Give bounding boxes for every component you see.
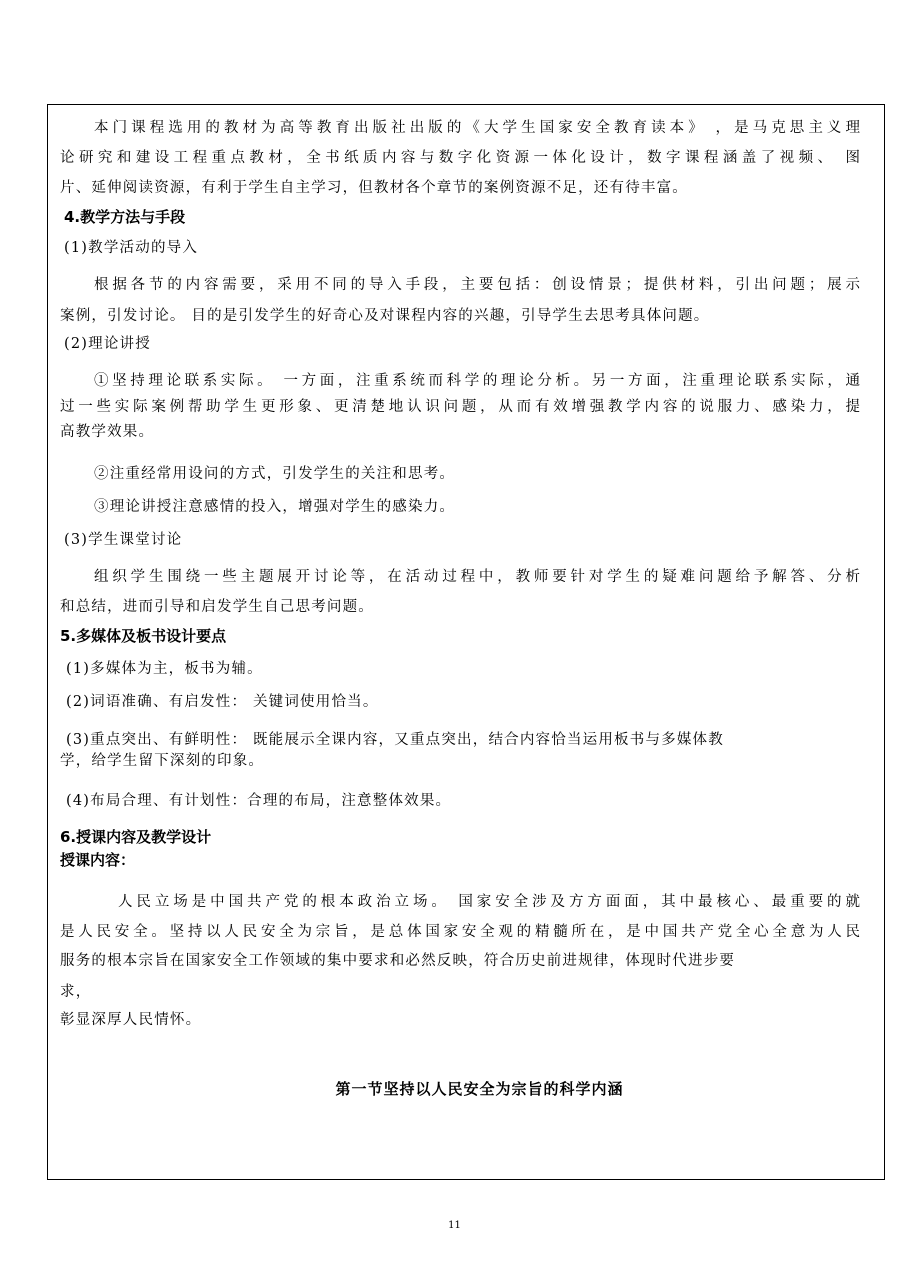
paragraph-discussion-line-1: 组织学生围绕一些主题展开讨论等，在活动过程中，教师要针对学生的疑难问题给予解答、分析 <box>94 569 860 585</box>
heading-course-content: 6.授课内容及教学设计 <box>60 828 212 846</box>
subheading-course-content: 授课内容： <box>60 851 136 869</box>
multimedia-item-1: (1)多媒体为主，板书为辅。 <box>66 661 263 677</box>
paragraph-theory-line-2: 过一些实际案例帮助学生更形象、更清楚地认识问题，从而有效增强教学内容的说服力、感染力，提 <box>60 399 860 415</box>
paragraph-introduction-line-2: 案例，引发讨论。 目的是引发学生的好奇心及对课程内容的兴趣，引导学生去思考具体问题。 <box>60 308 710 324</box>
paragraph-emotion: ③理论讲授注意感情的投入，增强对学生的感染力。 <box>94 499 456 515</box>
paragraph-theory-line-3: 高教学效果。 <box>60 424 155 440</box>
section-title: 第一节坚持以人民安全为宗旨的科学内涵 <box>335 1080 624 1098</box>
paragraph-introduction-line-1: 根据各节的内容需要，采用不同的导入手段，主要包括：创设情景；提供材料，引出问题；展示 <box>94 277 860 293</box>
paragraph-textbook-line-3: 片、延伸阅读资源，有利于学生自主学习，但教材各个章节的案例资源不足，还有待丰富。 <box>60 180 688 196</box>
multimedia-item-3-line-2: 学，给学生留下深刻的印象。 <box>60 753 265 769</box>
multimedia-item-2: (2)词语准确、有启发性： 关键词使用恰当。 <box>66 694 379 710</box>
paragraph-people-line-2: 是人民安全。坚持以人民安全为宗旨，是总体国家安全观的精髓所在，是中国共产党全心全意为人民 <box>60 924 860 940</box>
paragraph-textbook-line-2: 论研究和建设工程重点教材，全书纸质内容与数字化资源一体化设计，数字课程涵盖了视频、 图 <box>60 150 860 166</box>
heading-multimedia: 5.多媒体及板书设计要点 <box>60 627 227 645</box>
paragraph-people-line-3: 服务的根本宗旨在国家安全工作领域的集中要求和必然反映，符合历史前进规律，体现时代进步要 <box>60 953 736 969</box>
subheading-introduction: (1)教学活动的导入 <box>64 240 199 256</box>
paragraph-discussion-line-2: 和总结，进而引导和启发学生自己思考问题。 <box>60 599 374 615</box>
paragraph-theory-line-1: ①坚持理论联系实际。 一方面，注重系统而科学的理论分析。另一方面，注重理论联系实际，通 <box>94 373 860 389</box>
paragraph-people-line-4: 求， <box>60 984 92 1000</box>
multimedia-item-4: (4)布局合理、有计划性：合理的布局，注意整体效果。 <box>66 793 452 809</box>
subheading-theory-lecture: (2)理论讲授 <box>64 336 151 352</box>
paragraph-questioning: ②注重经常用设问的方式，引发学生的关注和思考。 <box>94 466 456 482</box>
heading-teaching-methods: 4.教学方法与手段 <box>64 208 186 226</box>
multimedia-item-3-line-1: (3)重点突出、有鲜明性： 既能展示全课内容，又重点突出，结合内容恰当运用板书与多媒体教 <box>66 732 724 748</box>
subheading-class-discussion: (3)学生课堂讨论 <box>64 532 183 548</box>
paragraph-people-line-1: 人民立场是中国共产党的根本政治立场。 国家安全涉及方方面面，其中最核心、最重要的就 <box>118 894 860 910</box>
paragraph-people-line-5: 彰显深厚人民情怀。 <box>60 1012 202 1028</box>
page-number: 11 <box>448 1220 461 1231</box>
paragraph-textbook-line-1: 本门课程选用的教材为高等教育出版社出版的《大学生国家安全教育读本》 ，是马克思主义理 <box>94 120 860 136</box>
